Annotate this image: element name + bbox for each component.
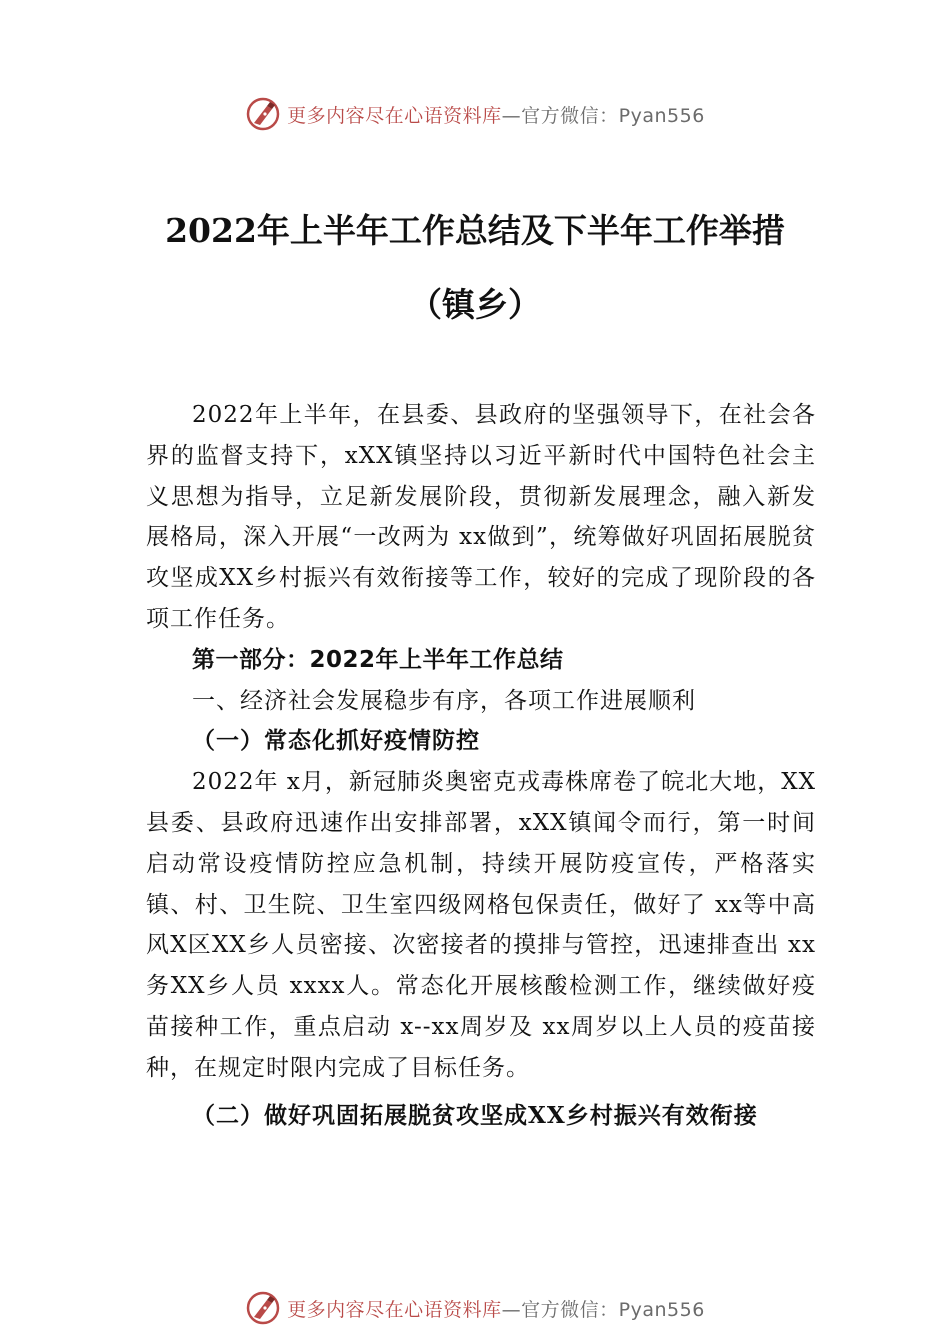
footer-banner — [0, 1288, 950, 1328]
document-body — [146, 395, 816, 1139]
document-subtitle: （镇乡） — [409, 285, 541, 324]
section-one-heading: 一、经济社会发展稳步有序，各项工作进展顺利 — [192, 687, 696, 714]
document-title: 2022年上半年工作总结及下半年工作举措 — [165, 211, 785, 250]
banner-caption — [287, 101, 705, 128]
banner-site-name: 更多内容尽在心语资料库 — [287, 104, 502, 127]
intro-paragraph: 2022年上半年，在县委、县政府的坚强领导下，在社会各界的监督支持下，xXX镇坚持以习近平新时代中国特色社会主义思想为指导，立足新发展阶段，贯彻新发展理念，融入新发展格局，深入开展“一改两为 xx做到”，统筹做好巩固拓展脱贫攻坚成XX乡村振兴有效衔接等工作，较好的完成了现阶段的各项工作任务。 — [146, 402, 816, 632]
subsection-two-heading: （二）做好巩固拓展脱贫攻坚成XX乡村振兴有效衔接 — [192, 1101, 758, 1129]
banner-caption — [287, 1295, 705, 1322]
part-one-heading: 第一部分：2022年上半年工作总结 — [192, 646, 564, 673]
pen-nib-logo-icon — [245, 96, 281, 132]
pen-nib-logo-icon — [245, 1290, 281, 1326]
banner-wechat: —官方微信：Pyan556 — [501, 1298, 705, 1321]
epidemic-paragraph: 2022年 x月，新冠肺炎奥密克戎毒株席卷了皖北大地，XX县委、县政府迅速作出安排部署，xXX镇闻令而行，第一时间启动常设疫情防控应急机制，持续开展防疫宣传，严格落实镇、村、卫生院、卫生室四级网格包保责任，做好了 xx等中高风X区XX乡人员密接、次密接者的摸排与管控，迅速排查出 xx务XX乡人员 xxxx人。常态化开展核酸检测工作，继续做好疫苗接种工作，重点启动 x--xx周岁及 xx周岁以上人员的疫苗接种，在规定时限内完成了目标任务。 — [146, 769, 816, 1081]
header-banner — [0, 94, 950, 134]
banner-wechat: —官方微信：Pyan556 — [501, 104, 705, 127]
banner-site-name: 更多内容尽在心语资料库 — [287, 1298, 502, 1321]
subsection-one-heading: （一）常态化抓好疫情防控 — [192, 727, 480, 755]
